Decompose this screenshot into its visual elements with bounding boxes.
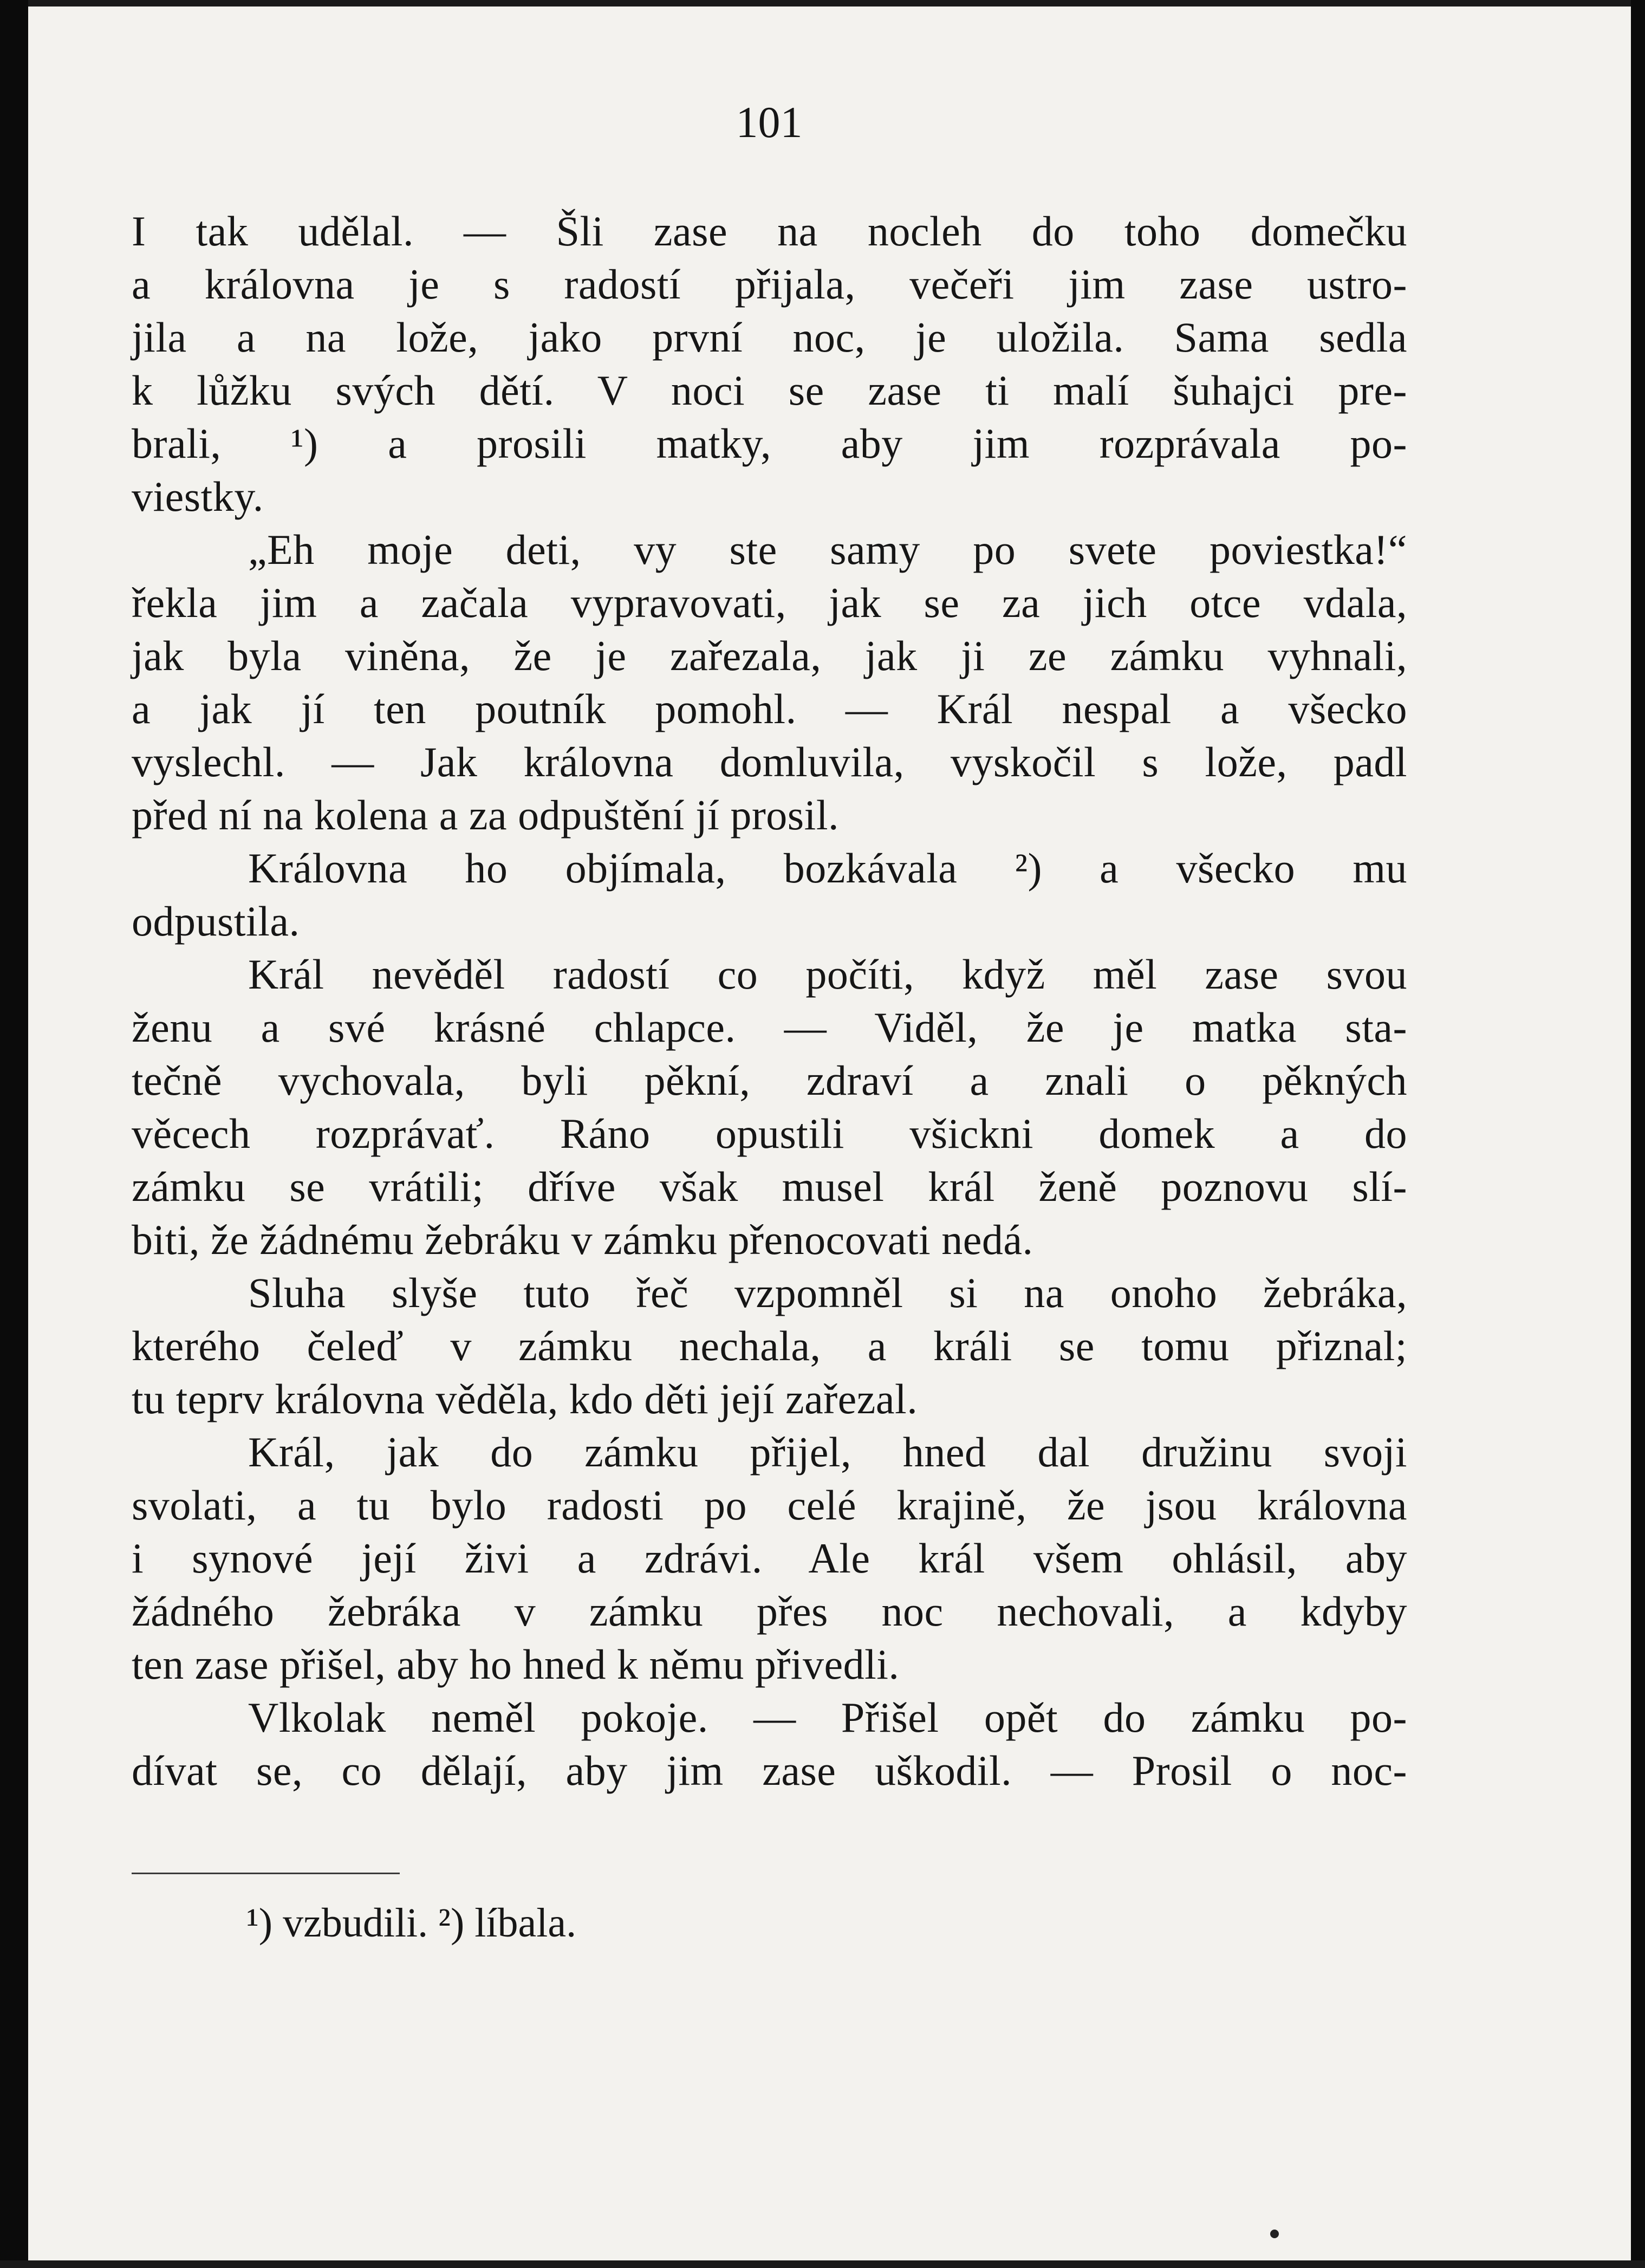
page-number: 101: [736, 98, 803, 147]
text-line: Král nevěděl radostí co počíti, když měl zase svou: [248, 951, 1407, 998]
text-line: před ní na kolena a za odpuštění jí prosil.: [132, 791, 839, 839]
footnote-rule: [132, 1873, 400, 1874]
text-line: ten zase přišel, aby ho hned k němu přivedli.: [132, 1641, 900, 1688]
text-line: dívat se, co dělají, aby jim zase uškodil. — Prosil o noc-: [132, 1747, 1407, 1794]
text-line: brali, ¹) a prosili matky, aby jim rozprávala po-: [132, 420, 1407, 467]
text-line: k lůžku svých dětí. V noci se zase ti malí šuhajci pre-: [132, 367, 1407, 414]
text-line: Vlkolak neměl pokoje. — Přišel opět do zámku po-: [248, 1694, 1407, 1741]
text-line: svolati, a tu bylo radosti po celé krajině, že jsou královna: [132, 1481, 1407, 1529]
text-line: žádného žebráka v zámku přes noc nechovali, a kdyby: [132, 1588, 1407, 1635]
text-line: tu teprv královna věděla, kdo děti její zařezal.: [132, 1375, 918, 1422]
text-line: jak byla viněna, že je zařezala, jak ji ze zámku vyhnali,: [132, 632, 1407, 679]
text-line: Královna ho objímala, bozkávala ²) a všecko mu: [248, 844, 1407, 892]
text-line: „Eh moje deti, vy ste samy po svete poviestka!“: [248, 526, 1407, 573]
scan-edge-right: [1631, 0, 1645, 2268]
text-line: tečně vychovala, byli pěkní, zdraví a znali o pěkných: [132, 1057, 1407, 1104]
text-line: řekla jim a začala vypravovati, jak se za jich otce vdala,: [132, 579, 1407, 626]
text-line: viestky.: [132, 473, 264, 520]
scan-speck: [1270, 2230, 1279, 2238]
scan-edge-top: [0, 0, 1645, 7]
text-line: Král, jak do zámku přijel, hned dal družinu svoji: [248, 1428, 1407, 1476]
text-line: odpustila.: [132, 898, 300, 945]
body-text: [132, 205, 1407, 1797]
footnote: ¹) vzbudili. ²) líbala.: [246, 1900, 577, 1946]
text-line: a jak jí ten poutník pomohl. — Král nespal a všecko: [132, 685, 1407, 732]
text-line: zámku se vrátili; dříve však musel král ženě poznovu slí-: [132, 1163, 1407, 1210]
scan-edge-left: [0, 0, 28, 2268]
text-line: vyslechl. — Jak královna domluvila, vyskočil s lože, padl: [132, 738, 1407, 785]
text-line: jila a na lože, jako první noc, je uložila. Sama sedla: [132, 314, 1407, 361]
text-line: Sluha slyše tuto řeč vzpomněl si na onoho žebráka,: [248, 1269, 1407, 1316]
text-line: a královna je s radostí přijala, večeři jim zase ustro-: [132, 261, 1407, 308]
text-line: i synové její živi a zdrávi. Ale král všem ohlásil, aby: [132, 1535, 1407, 1582]
scan-edge-bottom: [0, 2260, 1645, 2268]
text-line: kterého čeleď v zámku nechala, a králi se tomu přiznal;: [132, 1322, 1407, 1369]
text-line: I tak udělal. — Šli zase na nocleh do toho domečku: [132, 207, 1407, 255]
text-line: biti, že žádnému žebráku v zámku přenocovati nedá.: [132, 1216, 1033, 1263]
text-line: ženu a své krásné chlapce. — Viděl, že je matka sta-: [132, 1004, 1407, 1051]
text-line: věcech rozprávať. Ráno opustili všickni domek a do: [132, 1110, 1407, 1157]
